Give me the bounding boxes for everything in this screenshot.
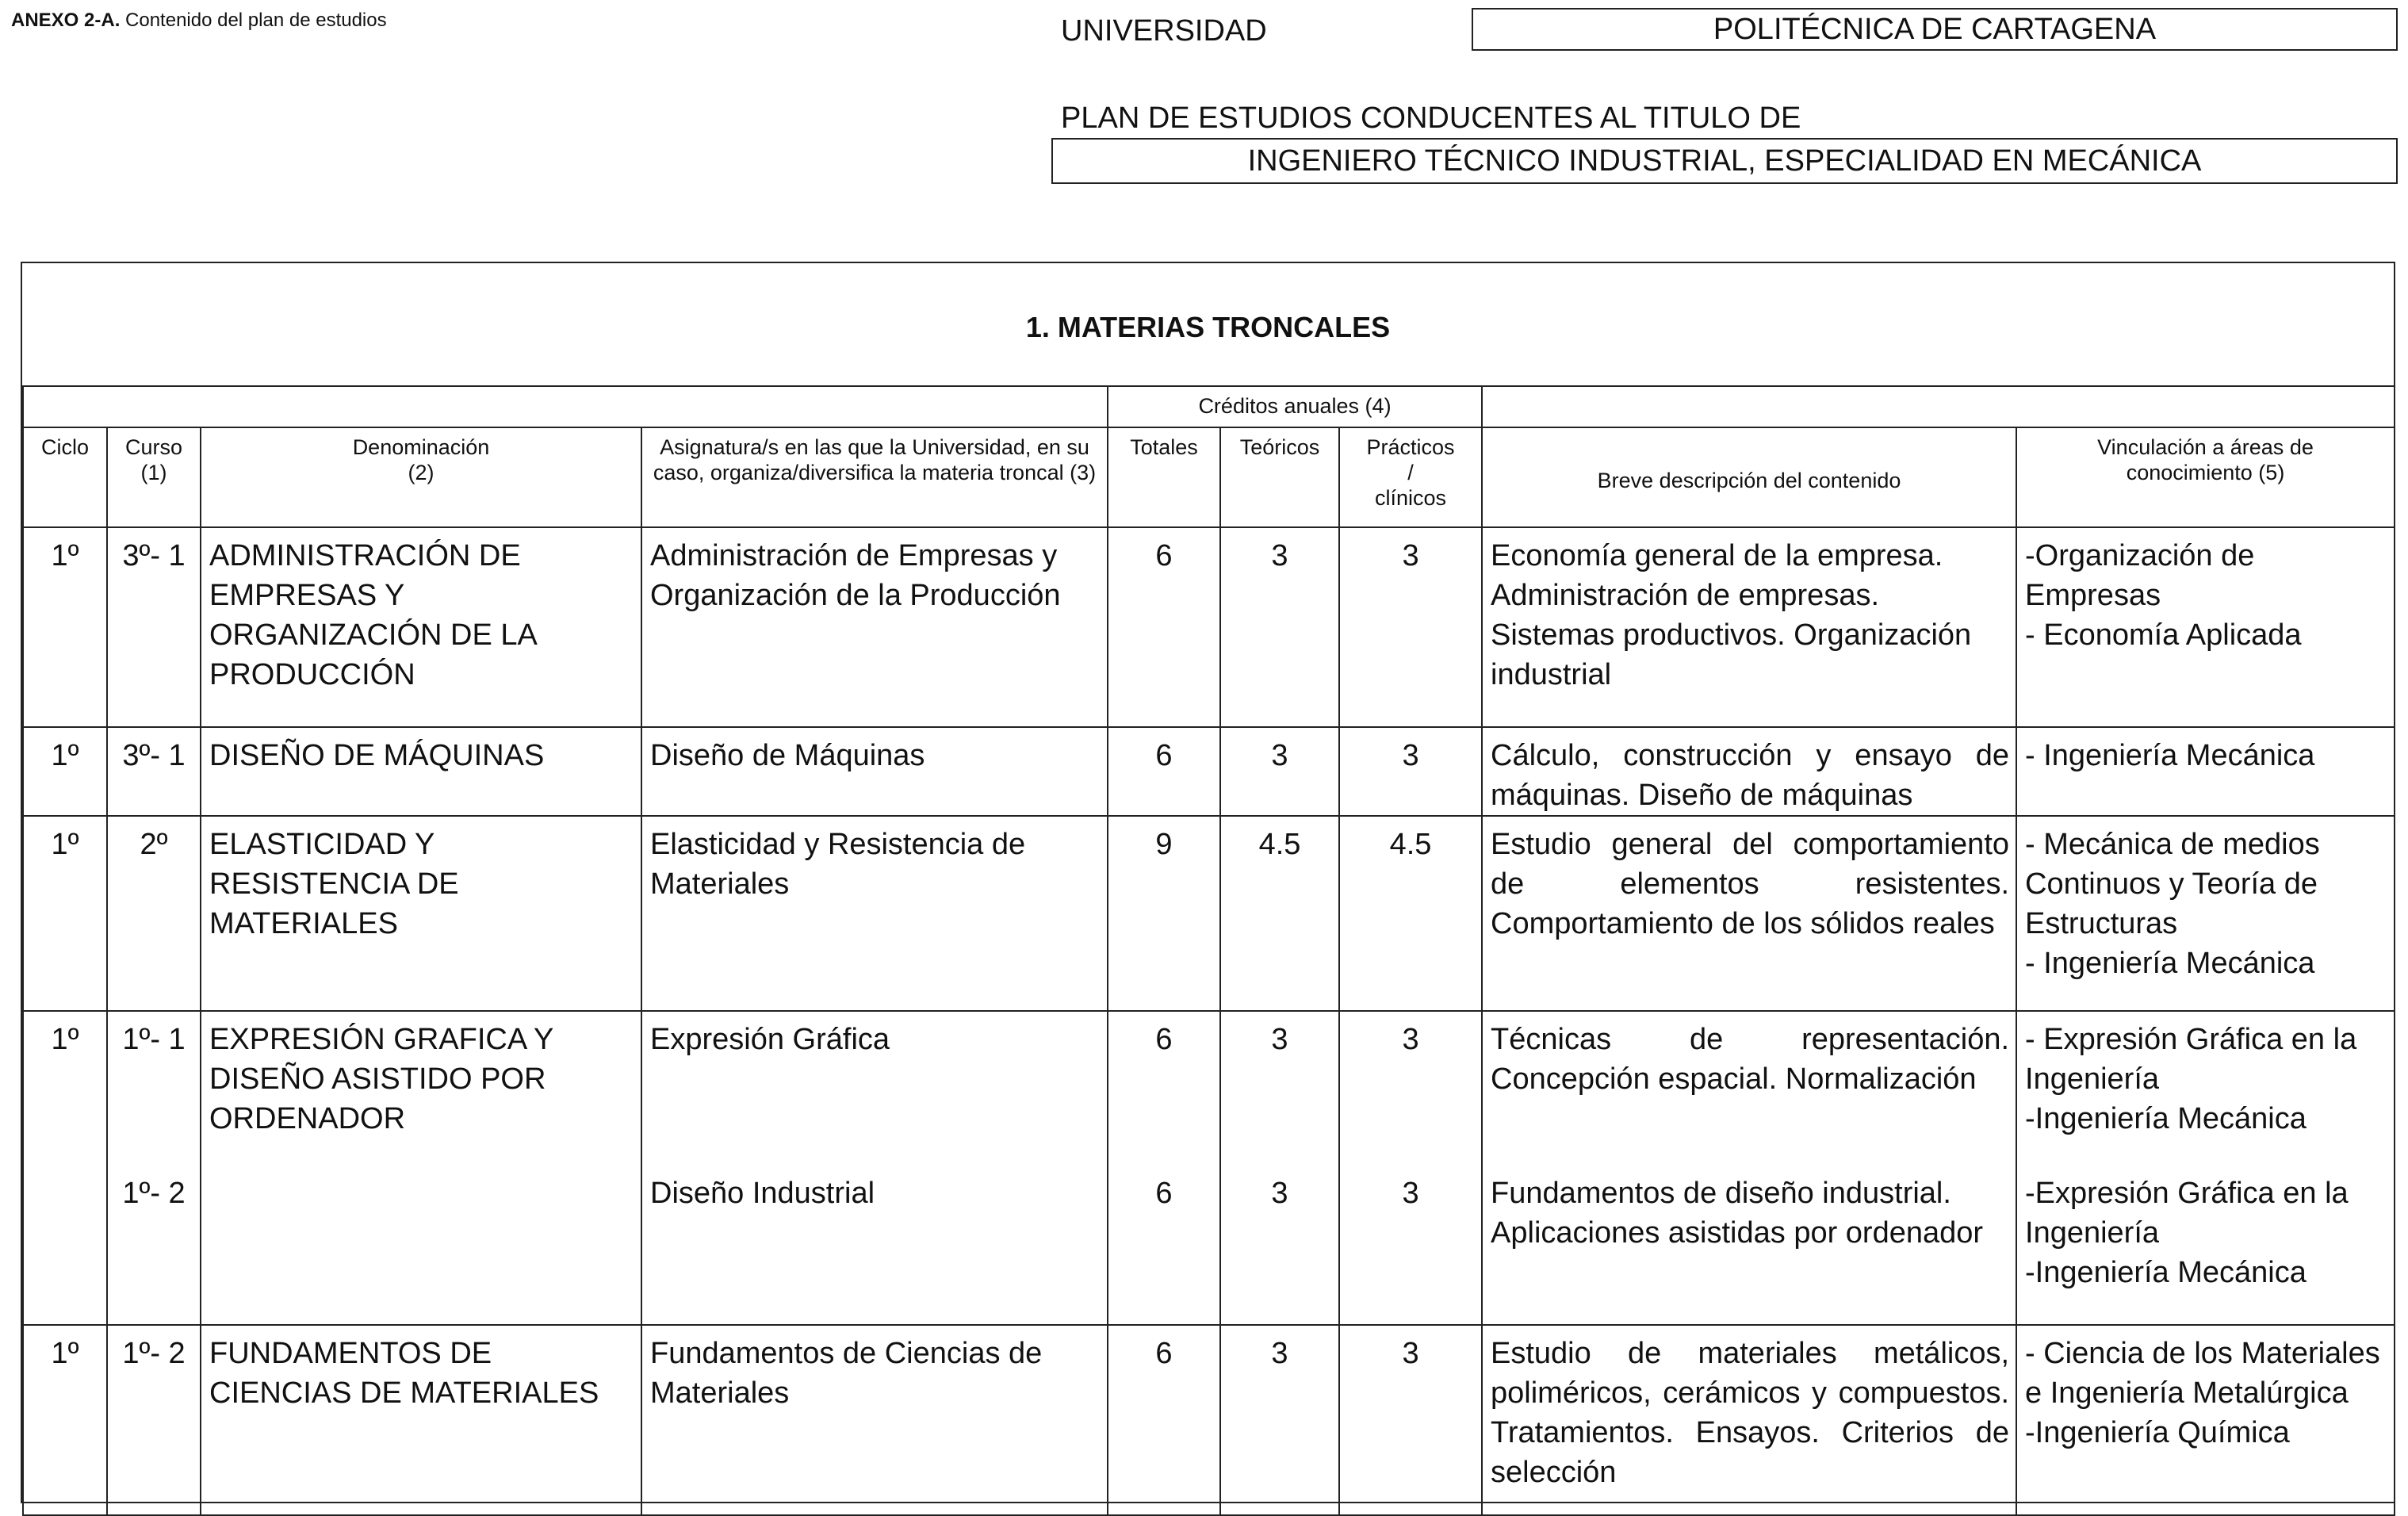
cell-curso: 3º- 1 (107, 527, 201, 727)
curso-value: 1º- 1 (122, 1023, 186, 1056)
cell-teoricos: 3 (1220, 527, 1339, 727)
university-name: POLITÉCNICA DE CARTAGENA (1472, 8, 2398, 51)
col-asignatura (641, 427, 1108, 527)
cell-ciclo: 1º (23, 1011, 107, 1325)
col-practicos (1339, 427, 1482, 527)
vinculacion-area: - Expresión Gráfica en la Ingeniería (2025, 1023, 2357, 1096)
col-vinculacion-label: Vinculación a áreas de conocimiento (5) (2097, 435, 2314, 484)
cell-ciclo: 1º (23, 527, 107, 727)
table-row (23, 527, 2395, 727)
subjects-table (22, 385, 2395, 1516)
cell-practicos: 4.5 (1339, 816, 1482, 1011)
vinculacion-area: - Ciencia de los Materiales e Ingeniería Metalúrgica (2025, 1337, 2380, 1410)
header-blank-right (1482, 386, 2395, 427)
cell-denominacion: EXPRESIÓN GRAFICA Y DISEÑO ASISTIDO POR ORDENADOR (201, 1011, 641, 1325)
col-vinculacion (2016, 427, 2395, 527)
cell-descripcion: Estudio de materiales metálicos, poliméricos, cerámicos y compuestos. Tratamientos. Ensayos. Criterios de selección (1482, 1325, 2016, 1515)
cell-denominacion: DISEÑO DE MÁQUINAS (201, 727, 641, 816)
asignatura-value: Expresión Gráfica (650, 1023, 890, 1056)
col-denominacion-label: Denominación (352, 435, 490, 459)
col-denominacion-note: (2) (408, 461, 435, 484)
cell-practicos: 3 (1339, 727, 1482, 816)
cell-teoricos: 3 (1220, 727, 1339, 816)
cell-descripcion: Estudio general del comportamiento de elementos resistentes. Comportamiento de los sólidos reales (1482, 816, 2016, 1011)
vinculacion-area: -Ingeniería Química (2025, 1416, 2290, 1449)
cell-curso: 2º (107, 816, 201, 1011)
col-teoricos (1220, 427, 1339, 527)
annex-text: Contenido del plan de estudios (120, 10, 387, 31)
descripcion-value: Técnicas de representación. Concepción espacial. Normalización (1491, 1023, 2010, 1096)
col-asignatura-label: Asignatura/s en las que la Universidad, en su caso, organiza/diversifica la materia troncal (3) (653, 435, 1097, 484)
col-descripcion (1482, 427, 2016, 527)
col-totales (1108, 427, 1220, 527)
col-practicos-slash: / (1407, 461, 1414, 484)
cell-vinculacion (2016, 727, 2395, 816)
asignatura-value-b: Diseño Industrial (650, 1177, 875, 1210)
vinculacion-area: - Ingeniería Mecánica (2025, 739, 2315, 772)
header-blank (23, 386, 1108, 427)
cell-asignatura: Administración de Empresas y Organización de la Producción (641, 527, 1108, 727)
cell-ciclo: 1º (23, 816, 107, 1011)
practicos-value-b: 3 (1402, 1177, 1419, 1210)
col-teoricos-label: Teóricos (1239, 435, 1320, 459)
col-curso (107, 427, 201, 527)
table-row (23, 727, 2395, 816)
col-descripcion-label: Breve descripción del contenido (1597, 469, 1901, 492)
col-practicos-clinicos: clínicos (1374, 486, 1447, 510)
vinculacion-area: - Ingeniería Mecánica (2025, 947, 2315, 980)
plan-label: PLAN DE ESTUDIOS CONDUCENTES AL TITULO DE (1061, 101, 1801, 135)
cell-curso: 1º- 2 (107, 1325, 201, 1515)
cell-asignatura (641, 1011, 1108, 1325)
cell-practicos: 3 (1339, 527, 1482, 727)
col-curso-label: Curso (124, 435, 183, 459)
cell-denominacion: ADMINISTRACIÓN DE EMPRESAS Y ORGANIZACIÓN DE LA PRODUCCIÓN (201, 527, 641, 727)
col-denominacion (201, 427, 641, 527)
vinculacion-area: -Ingeniería Mecánica (2025, 1102, 2307, 1135)
totales-value-b: 6 (1155, 1177, 1173, 1210)
descripcion-value-b: Fundamentos de diseño industrial. Aplicaciones asistidas por ordenador (1491, 1177, 1984, 1250)
cell-vinculacion (2016, 816, 2395, 1011)
cell-ciclo: 1º (23, 727, 107, 816)
practicos-value: 3 (1402, 1023, 1419, 1056)
col-ciclo-label: Ciclo (40, 435, 89, 459)
vinculacion-area: -Organización de Empresas (2025, 539, 2255, 612)
cell-teoricos: 3 (1220, 1325, 1339, 1515)
cell-asignatura: Fundamentos de Ciencias de Materiales (641, 1325, 1108, 1515)
header-row-credits (23, 386, 2395, 427)
annex-caption (11, 10, 387, 32)
cell-curso (107, 1011, 201, 1325)
cell-vinculacion (2016, 527, 2395, 727)
cell-denominacion: ELASTICIDAD Y RESISTENCIA DE MATERIALES (201, 816, 641, 1011)
cell-asignatura: Elasticidad y Resistencia de Materiales (641, 816, 1108, 1011)
cell-ciclo: 1º (23, 1325, 107, 1515)
cell-vinculacion (2016, 1011, 2395, 1325)
cell-practicos: 3 (1339, 1325, 1482, 1515)
annex-label: ANEXO 2-A. (11, 10, 121, 31)
cell-totales (1108, 1011, 1220, 1325)
credits-group-header: Créditos anuales (4) (1108, 386, 1482, 427)
table-row (23, 1011, 2395, 1325)
cell-totales: 6 (1108, 527, 1220, 727)
cell-descripcion: Cálculo, construcción y ensayo de máquinas. Diseño de máquinas (1482, 727, 2016, 816)
table-row (23, 816, 2395, 1011)
vinculacion-area: - Economía Aplicada (2025, 618, 2302, 652)
cell-denominacion: FUNDAMENTOS DE CIENCIAS DE MATERIALES (201, 1325, 641, 1515)
degree-title: INGENIERO TÉCNICO INDUSTRIAL, ESPECIALIDAD EN MECÁNICA (1051, 138, 2398, 184)
vinculacion-area: -Expresión Gráfica en la Ingeniería (2025, 1177, 2349, 1250)
cell-teoricos (1220, 1011, 1339, 1325)
cell-totales: 6 (1108, 1325, 1220, 1515)
cell-descripcion: Economía general de la empresa. Administración de empresas. Sistemas productivos. Organización industrial (1482, 527, 2016, 727)
header-row-columns (23, 427, 2395, 527)
teoricos-value-b: 3 (1271, 1177, 1288, 1210)
section-title: 1. MATERIAS TRONCALES (1025, 311, 1391, 343)
cell-vinculacion (2016, 1325, 2395, 1515)
university-label: UNIVERSIDAD (1061, 14, 1267, 48)
cell-descripcion (1482, 1011, 2016, 1325)
subjects-frame (21, 262, 2395, 1503)
cell-teoricos: 4.5 (1220, 816, 1339, 1011)
cell-totales: 9 (1108, 816, 1220, 1011)
table-row (23, 1325, 2395, 1515)
vinculacion-area: -Ingeniería Mecánica (2025, 1256, 2307, 1289)
col-practicos-label: Prácticos (1366, 435, 1455, 459)
col-curso-note: (1) (140, 461, 167, 484)
cell-practicos (1339, 1011, 1482, 1325)
totales-value: 6 (1155, 1023, 1173, 1056)
cell-asignatura: Diseño de Máquinas (641, 727, 1108, 816)
vinculacion-area: - Mecánica de medios Continuos y Teoría de Estructuras (2025, 828, 2320, 940)
col-ciclo (23, 427, 107, 527)
cell-curso: 3º- 1 (107, 727, 201, 816)
curso-value-b: 1º- 2 (122, 1177, 186, 1210)
col-totales-label: Totales (1130, 435, 1198, 459)
teoricos-value: 3 (1271, 1023, 1288, 1056)
cell-totales: 6 (1108, 727, 1220, 816)
